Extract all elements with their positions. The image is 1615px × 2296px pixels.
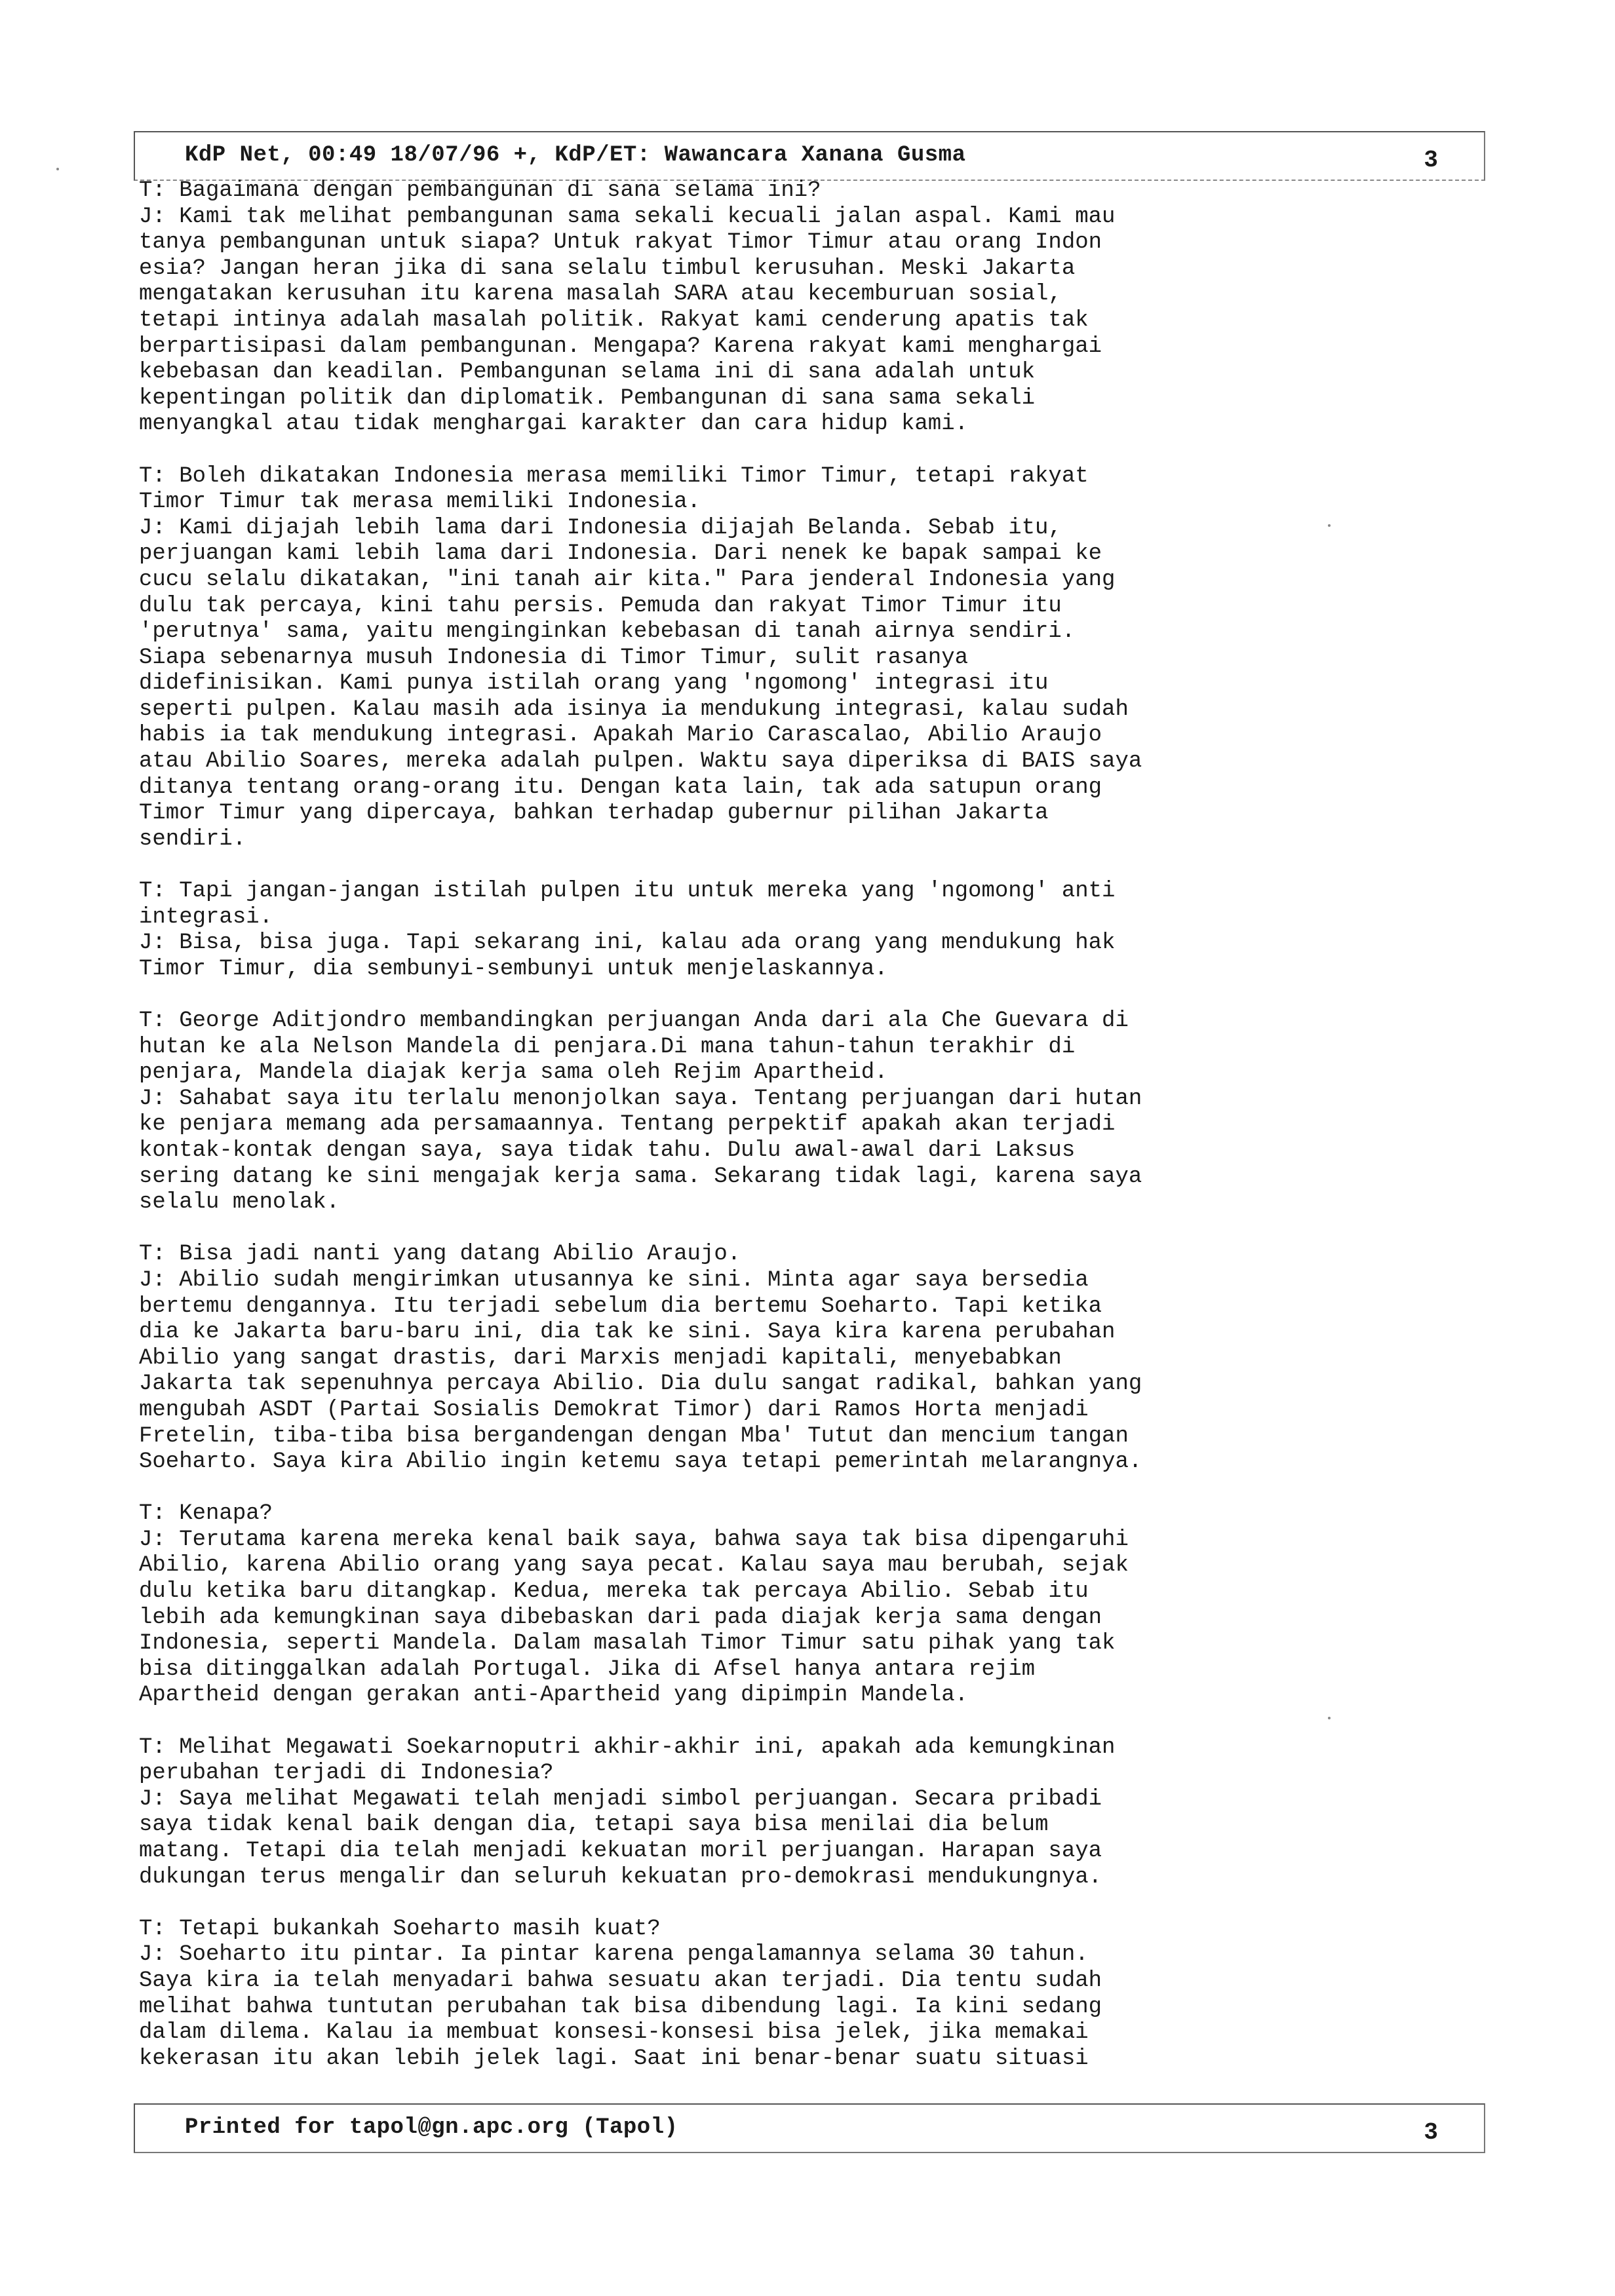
- text-line: Soeharto. Saya kira Abilio ingin ketemu saya tetapi pemerintah melarangnya.: [139, 1449, 1142, 1475]
- text-line: bisa ditinggalkan adalah Portugal. Jika di Afsel hanya antara rejim: [139, 1656, 1036, 1682]
- text-line: Abilio yang sangat drastis, dari Marxis menjadi kapitali, menyebabkan: [139, 1345, 1062, 1371]
- text-line: penjara, Mandela diajak kerja sama oleh Rejim Apartheid.: [139, 1060, 888, 1086]
- text-line: dia ke Jakarta baru-baru ini, dia tak ke sini. Saya kira karena perubahan: [139, 1320, 1116, 1345]
- text-line: atau Abilio Soares, mereka adalah pulpen. Waktu saya diperiksa di BAIS saya: [139, 749, 1142, 775]
- text-line: Jakarta tak sepenuhnya percaya Abilio. Dia dulu sangat radikal, bahkan yang: [139, 1371, 1142, 1397]
- text-line: esia? Jangan heran jika di sana selalu timbul kerusuhan. Meski Jakarta: [139, 256, 1076, 281]
- paragraph: [139, 1735, 1450, 1891]
- paragraph: [139, 1008, 1450, 1216]
- text-line: Indonesia, seperti Mandela. Dalam masalah Timor Timur satu pihak yang tak: [139, 1631, 1116, 1656]
- paragraph: [139, 1501, 1450, 1709]
- text-line: J: Kami dijajah lebih lama dari Indonesia dijajah Belanda. Sebab itu,: [139, 515, 1062, 541]
- text-line: Abilio, karena Abilio orang yang saya pecat. Kalau saya mau berubah, sejak: [139, 1553, 1129, 1578]
- text-line: T: George Aditjondro membandingkan perjuangan Anda dari ala Che Guevara di: [139, 1008, 1129, 1033]
- text-line: dukungan terus mengalir dan seluruh kekuatan pro-demokrasi mendukungnya.: [139, 1864, 1102, 1890]
- text-line: seperti pulpen. Kalau masih ada isinya ia mendukung integrasi, kalau sudah: [139, 697, 1129, 722]
- text-line: J: Terutama karena mereka kenal baik saya, bahwa saya tak bisa dipengaruhi: [139, 1527, 1129, 1552]
- text-line: J: Kami tak melihat pembangunan sama sekali kecuali jalan aspal. Kami mau: [139, 204, 1116, 229]
- text-line: J: Bisa, bisa juga. Tapi sekarang ini, kalau ada orang yang mendukung hak: [139, 930, 1116, 956]
- text-line: ditanya tentang orang-orang itu. Dengan kata lain, tak ada satupun orang: [139, 775, 1102, 800]
- text-line: T: Kenapa?: [139, 1501, 273, 1527]
- text-line: dalam dilema. Kalau ia membuat konsesi-konsesi bisa jelek, jika memakai: [139, 2020, 1089, 2046]
- text-line: kepentingan politik dan diplomatik. Pembangunan di sana sama sekali: [139, 385, 1036, 411]
- paragraph-gap: [139, 1890, 1450, 1917]
- text-line: T: Tapi jangan-jangan istilah pulpen itu untuk mereka yang 'ngomong' anti: [139, 879, 1116, 904]
- text-line: habis ia tak mendukung integrasi. Apakah Mario Carascalao, Abilio Araujo: [139, 723, 1102, 748]
- text-line: berpartisipasi dalam pembangunan. Mengapa? Karena rakyat kami menghargai: [139, 334, 1102, 359]
- paragraph: [139, 178, 1450, 438]
- text-line: sering datang ke sini mengajak kerja sama. Sekarang tidak lagi, karena saya: [139, 1164, 1142, 1189]
- text-line: cucu selalu dikatakan, "ini tanah air kita." Para jenderal Indonesia yang: [139, 567, 1116, 592]
- text-line: T: Tetapi bukankah Soeharto masih kuat?: [139, 1916, 661, 1942]
- paragraph-gap: [139, 852, 1450, 879]
- text-line: Saya kira ia telah menyadari bahwa sesuatu akan terjadi. Dia tentu sudah: [139, 1968, 1102, 1993]
- paragraph-gap: [139, 1476, 1450, 1502]
- text-line: J: Abilio sudah mengirimkan utusannya ke sini. Minta agar saya bersedia: [139, 1267, 1089, 1293]
- text-line: kekerasan itu akan lebih jelek lagi. Saat ini benar-benar suatu situasi: [139, 2046, 1089, 2071]
- footer-printed-for: Printed for tapol@gn.apc.org (Tapol): [185, 2115, 678, 2140]
- text-line: tetapi intinya adalah masalah politik. Rakyat kami cenderung apatis tak: [139, 307, 1089, 333]
- header-title: KdP Net, 00:49 18/07/96 +, KdP/ET: Wawancara Xanana Gusma: [185, 143, 966, 168]
- text-line: mengatakan kerusuhan itu karena masalah SARA atau kecemburuan sosial,: [139, 282, 1062, 307]
- text-line: dulu ketika baru ditangkap. Kedua, mereka tak percaya Abilio. Sebab itu: [139, 1579, 1089, 1605]
- text-line: Timor Timur yang dipercaya, bahkan terhadap gubernur pilihan Jakarta: [139, 801, 1049, 826]
- text-line: saya tidak kenal baik dengan dia, tetapi saya bisa menilai dia belum: [139, 1812, 1049, 1838]
- paragraph: [139, 464, 1450, 853]
- text-line: hutan ke ala Nelson Mandela di penjara.Di mana tahun-tahun terakhir di: [139, 1034, 1076, 1060]
- footer-page-number: 3: [1424, 2119, 1438, 2146]
- text-line: 'perutnya' sama, yaitu menginginkan kebebasan di tanah airnya sendiri.: [139, 619, 1076, 645]
- text-line: didefinisikan. Kami punya istilah orang yang 'ngomong' integrasi itu: [139, 671, 1049, 697]
- paragraph: [139, 1917, 1450, 2073]
- text-line: Timor Timur tak merasa memiliki Indonesia.: [139, 489, 701, 515]
- scan-speck: [1328, 1717, 1331, 1719]
- paragraph-gap: [139, 1216, 1450, 1242]
- paragraph-gap: [139, 982, 1450, 1008]
- text-line: Siapa sebenarnya musuh Indonesia di Timor Timur, sulit rasanya: [139, 645, 969, 670]
- paragraph-gap: [139, 1709, 1450, 1735]
- text-line: matang. Tetapi dia telah menjadi kekuatan moril perjuangan. Harapan saya: [139, 1839, 1102, 1864]
- document-body: [139, 178, 1450, 2072]
- text-line: integrasi.: [139, 904, 273, 930]
- text-line: ke penjara memang ada persamaannya. Tentang perpektif apakah akan terjadi: [139, 1112, 1116, 1138]
- text-line: dulu tak percaya, kini tahu persis. Pemuda dan rakyat Timor Timur itu: [139, 593, 1062, 619]
- text-line: melihat bahwa tuntutan perubahan tak bisa dibendung lagi. Ia kini sedang: [139, 1994, 1102, 2019]
- paragraph-gap: [139, 438, 1450, 464]
- paragraph: [139, 879, 1450, 982]
- text-line: kebebasan dan keadilan. Pembangunan selama ini di sana adalah untuk: [139, 360, 1036, 385]
- scan-speck: [1328, 524, 1331, 527]
- text-line: J: Sahabat saya itu terlalu menonjolkan saya. Tentang perjuangan dari hutan: [139, 1086, 1142, 1111]
- text-line: tanya pembangunan untuk siapa? Untuk rakyat Timor Timur atau orang Indon: [139, 230, 1102, 256]
- text-line: kontak-kontak dengan saya, saya tidak tahu. Dulu awal-awal dari Laksus: [139, 1138, 1076, 1163]
- text-line: Fretelin, tiba-tiba bisa bergandengan dengan Mba' Tutut dan mencium tangan: [139, 1423, 1129, 1449]
- page-footer: [134, 2103, 1485, 2153]
- header-page-number: 3: [1424, 147, 1438, 174]
- text-line: perjuangan kami lebih lama dari Indonesia. Dari nenek ke bapak sampai ke: [139, 541, 1102, 567]
- page-header: [134, 131, 1485, 181]
- text-line: selalu menolak.: [139, 1190, 340, 1215]
- text-line: J: Saya melihat Megawati telah menjadi simbol perjuangan. Secara pribadi: [139, 1786, 1102, 1812]
- text-line: Apartheid dengan gerakan anti-Apartheid yang dipimpin Mandela.: [139, 1683, 969, 1708]
- text-line: T: Bisa jadi nanti yang datang Abilio Araujo.: [139, 1242, 741, 1267]
- text-line: T: Boleh dikatakan Indonesia merasa memiliki Timor Timur, tetapi rakyat: [139, 463, 1089, 489]
- text-line: Timor Timur, dia sembunyi-sembunyi untuk menjelaskannya.: [139, 956, 888, 982]
- text-line: menyangkal atau tidak menghargai karakter dan cara hidup kami.: [139, 411, 969, 437]
- text-line: mengubah ASDT (Partai Sosialis Demokrat Timor) dari Ramos Horta menjadi: [139, 1397, 1089, 1423]
- text-line: J: Soeharto itu pintar. Ia pintar karena pengalamannya selama 30 tahun.: [139, 1942, 1089, 1968]
- text-line: sendiri.: [139, 826, 246, 852]
- text-line: T: Melihat Megawati Soekarnoputri akhir-akhir ini, apakah ada kemungkinan: [139, 1734, 1116, 1760]
- text-line: bertemu dengannya. Itu terjadi sebelum dia bertemu Soeharto. Tapi ketika: [139, 1293, 1102, 1319]
- text-line: perubahan terjadi di Indonesia?: [139, 1761, 554, 1786]
- text-line: T: Bagaimana dengan pembangunan di sana selama ini?: [139, 178, 821, 203]
- scan-speck: [56, 168, 59, 170]
- text-line: lebih ada kemungkinan saya dibebaskan dari pada diajak kerja sama dengan: [139, 1605, 1102, 1630]
- paragraph: [139, 1242, 1450, 1475]
